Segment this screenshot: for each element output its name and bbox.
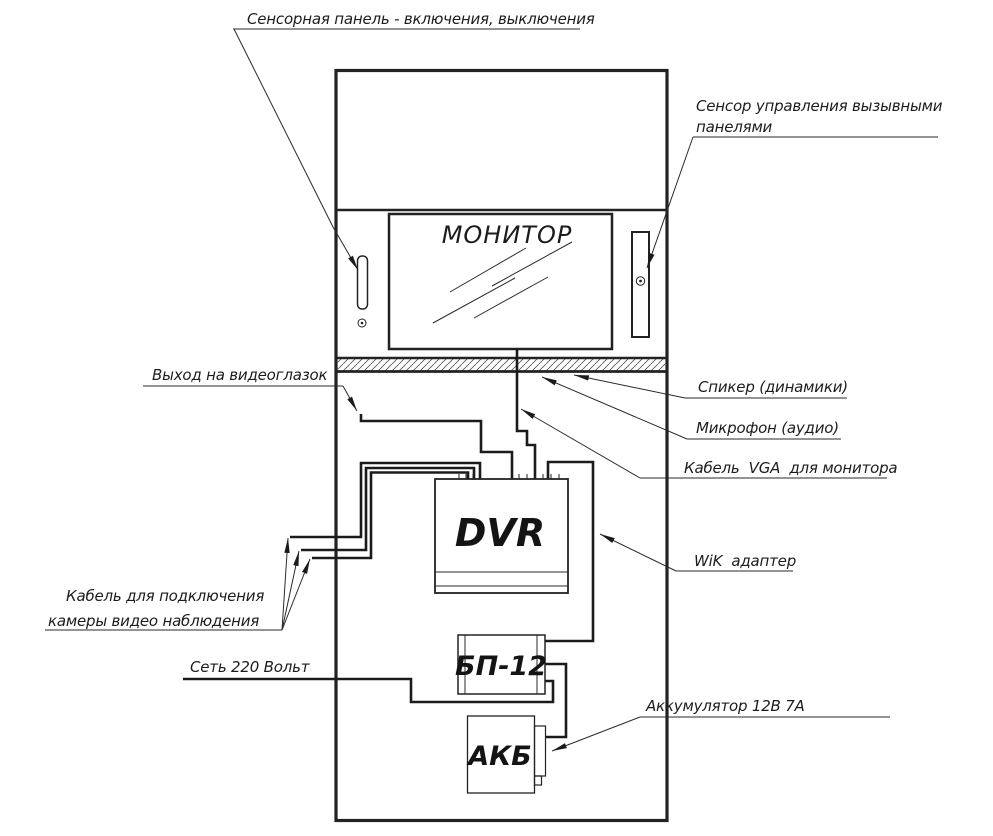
- wik-label: WiK адаптер: [694, 552, 797, 570]
- peephole-label: Выход на видеоглазок: [152, 366, 328, 384]
- battery-box: [466, 716, 545, 793]
- callout-wik: [600, 534, 796, 571]
- touch-panel-label: Сенсорная панель - включения, выключения: [247, 10, 595, 28]
- call-panel-sensor: [632, 232, 649, 337]
- camera-label-1: Кабель для подключения: [66, 587, 265, 605]
- camera-cable-1: [290, 463, 480, 537]
- mains-label: Сеть 220 Вольт: [190, 658, 310, 676]
- dvr-box: [435, 474, 568, 593]
- call-sensor-label-1: Сенсор управления вызывными: [696, 97, 943, 115]
- microphone-leader: [542, 377, 687, 439]
- wik-leader: [600, 534, 676, 571]
- callout-battery: [552, 697, 890, 751]
- microphone-label: Микрофон (аудио): [696, 419, 839, 437]
- battery-label: Аккумулятор 12В 7А: [646, 697, 805, 715]
- psu-label: БП-12: [455, 651, 547, 682]
- call-sensor-label-2: панелями: [696, 118, 773, 136]
- callout-call-sensor: [647, 97, 943, 268]
- battery-terminal: [535, 726, 546, 776]
- speaker-label: Спикер (динамики): [698, 378, 848, 396]
- cabinet-outline: [336, 71, 667, 821]
- mains-cable: [183, 679, 553, 702]
- callout-camera-cable: [45, 538, 310, 630]
- psu-battery-cable: [545, 664, 566, 737]
- monitor-box: [389, 214, 612, 349]
- callout-mains: [190, 658, 311, 676]
- monitor-glass-reflection: [433, 242, 572, 323]
- battery-text: АКБ: [468, 741, 532, 772]
- peephole-leader: [343, 386, 357, 411]
- vga-label: Кабель VGA для монитора: [684, 459, 898, 477]
- touch-panel-leader: [234, 29, 358, 270]
- callout-speaker: [574, 375, 848, 398]
- touch-panel-sensor: [358, 256, 368, 327]
- vga-leader: [521, 409, 640, 478]
- monitor-label: МОНИТОР: [441, 221, 573, 249]
- callout-peephole: [143, 366, 357, 411]
- call-sensor-leader: [647, 137, 693, 268]
- wik-adapter-cable: [545, 462, 593, 641]
- camera-label-2: камеры видео наблюдения: [48, 612, 260, 630]
- dvr-label: DVR: [454, 511, 546, 555]
- psu-box: [455, 635, 547, 694]
- speaker-grille-strip: [335, 358, 667, 372]
